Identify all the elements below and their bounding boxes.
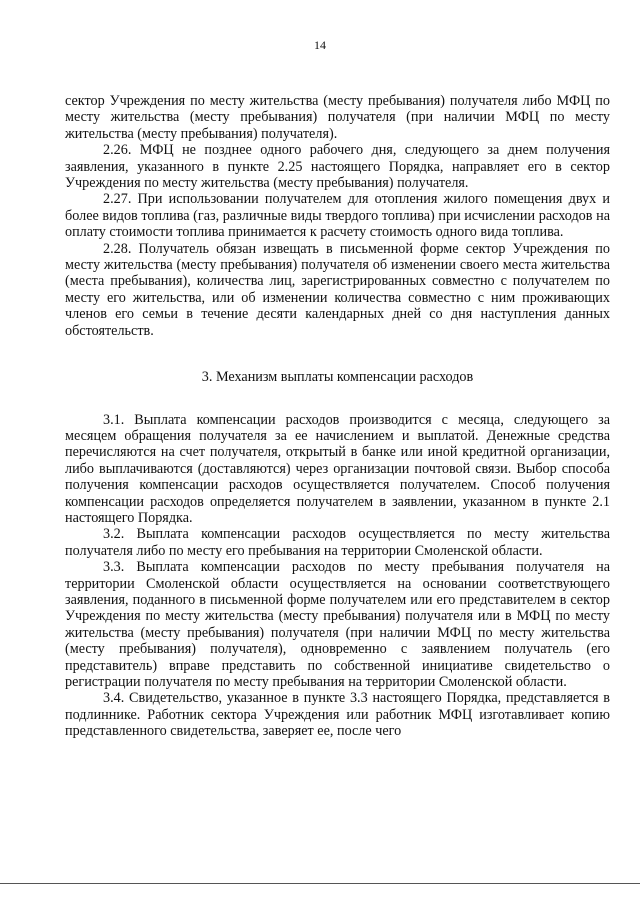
paragraph-2-27: 2.27. При использовании получателем для отопления жилого помещения двух и более видов топлива (газ, различные виды твердого топлива) при исчислении расходов на оплату стоимости топлива принимается к расчету стоимость одного вида топлива. bbox=[65, 191, 610, 241]
page-number: 14 bbox=[314, 38, 326, 52]
paragraph-continuation: сектор Учреждения по месту жительства (месту пребывания) получателя либо МФЦ по месту жительства (месту пребывания) получателя (при наличии МФЦ по месту жительства (месту пребывания) получателя). bbox=[65, 93, 610, 142]
document-body bbox=[65, 93, 610, 740]
paragraph-3-2: 3.2. Выплата компенсации расходов осуществляется по месту жительства получателя либо по месту его пребывания на территории Смоленской области. bbox=[65, 526, 610, 559]
paragraph-3-1: 3.1. Выплата компенсации расходов производится с месяца, следующего за месяцем обращения получателя за ее начислением и выплатой. Денежные средства перечисляются на счет получателя, открытый в банке или иной кредитной организации, либо выплачиваются (доставляются) через организации почтовой связи. Выбор способа получения компенсации расходов осуществляется получателем. Способ получения компенсации расходов определяется получателем в заявлении, указанном в пункте 2.1 настоящего Порядка. bbox=[65, 411, 610, 526]
paragraph-2-28: 2.28. Получатель обязан извещать в письменной форме сектор Учреждения по месту жительства (месту пребывания) получателя об изменении своего места жительства (места пребывания), количества лиц, зарегистрированных совместно с получателем по месту его жительства, или об изменении количества совместно с ним проживающих членов его семьи в течение десяти календарных дней со дня наступления данных обстоятельств. bbox=[65, 240, 610, 339]
paragraph-3-4: 3.4. Свидетельство, указанное в пункте 3.3 настоящего Порядка, представляется в подлиннике. Работник сектора Учреждения или работник МФЦ изготавливает копию представленного свидетельства, заверяет ее, после чего bbox=[65, 690, 610, 740]
page-bottom-rule bbox=[0, 883, 640, 884]
section-heading: 3. Механизм выплаты компенсации расходов bbox=[201, 369, 474, 386]
paragraph-2-26: 2.26. МФЦ не позднее одного рабочего дня, следующего за днем получения заявления, указанного в пункте 2.25 настоящего Порядка, направляет его в сектор Учреждения по месту жительства (месту пребывания) получателя. bbox=[65, 142, 610, 192]
paragraph-3-3: 3.3. Выплата компенсации расходов по месту пребывания получателя на территории Смоленской области осуществляется на основании соответствующего заявления, поданного в письменной форме получателем или его представителем в сектор Учреждения по месту жительства (месту пребывания) получателя или в МФЦ по месту жительства (месту пребывания) получателя (при наличии МФЦ по месту жительства (месту пребывания) получателя), одновременно с заявлением получатель (его представитель) вправе представить по собственной инициативе свидетельство о регистрации получателя по месту пребывания на территории Смоленской области. bbox=[65, 559, 610, 690]
